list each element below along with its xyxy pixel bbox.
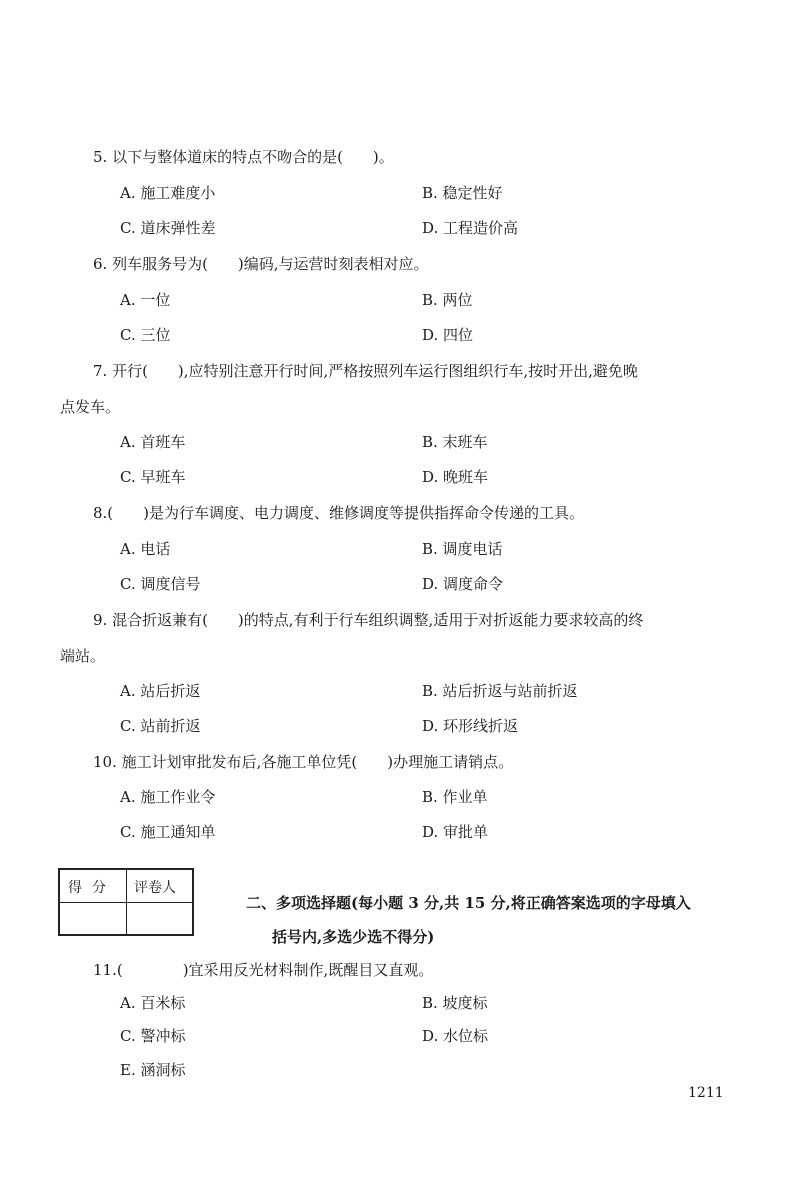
question-9-option-a: A. 站后折返 [120,682,201,700]
question-10-option-b: B. 作业单 [422,788,488,806]
question-6-option-d: D. 四位 [422,326,474,344]
score-table [58,868,194,936]
section-2-heading-continued: 括号内,多选少选不得分) [272,928,435,946]
question-5-option-d: D. 工程造价高 [422,219,519,237]
score-table-divider-vertical [126,870,127,934]
question-5-option-b: B. 稳定性好 [422,184,503,202]
question-6-stem: 6. 列车服务号为( )编码,与运营时刻表相对应。 [93,255,429,273]
question-10-option-c: C. 施工通知单 [120,823,216,841]
question-5-option-c: C. 道床弹性差 [120,219,216,237]
question-6-option-b: B. 两位 [422,291,473,309]
question-10-stem: 10. 施工计划审批发布后,各施工单位凭( )办理施工请销点。 [93,753,514,771]
question-9-stem-continued: 端站。 [60,647,106,665]
question-7-option-c: C. 早班车 [120,468,186,486]
question-9-option-c: C. 站前折返 [120,717,201,735]
question-11-option-b: B. 坡度标 [422,994,488,1012]
question-9-stem: 9. 混合折返兼有( )的特点,有利于行车组织调整,适用于对折返能力要求较高的终 [93,611,644,629]
question-11-option-a: A. 百米标 [120,994,186,1012]
question-7-option-d: D. 晚班车 [422,468,489,486]
question-8-stem: 8.( )是为行车调度、电力调度、维修调度等提供指挥命令传递的工具。 [93,504,585,522]
question-10-option-a: A. 施工作业令 [120,788,216,806]
question-11-stem: 11.( )宜采用反光材料制作,既醒目又直观。 [93,961,434,979]
question-9-option-d: D. 环形线折返 [422,717,519,735]
question-11-option-c: C. 警冲标 [120,1027,186,1045]
question-8-option-d: D. 调度命令 [422,575,504,593]
question-6-option-c: C. 三位 [120,326,171,344]
question-6-option-a: A. 一位 [120,291,171,309]
question-11-option-d: D. 水位标 [422,1027,489,1045]
question-10-option-d: D. 审批单 [422,823,489,841]
question-8-option-b: B. 调度电话 [422,540,503,558]
page-number: 1211 [688,1085,724,1101]
question-8-option-c: C. 调度信号 [120,575,201,593]
section-2-heading: 二、多项选择题(每小题 3 分,共 15 分,将正确答案选项的字母填入 [246,894,691,912]
question-7-option-b: B. 末班车 [422,433,488,451]
question-7-stem-continued: 点发车。 [60,398,121,416]
question-7-option-a: A. 首班车 [120,433,186,451]
question-5-option-a: A. 施工难度小 [120,184,216,202]
question-11-option-e: E. 涵洞标 [120,1061,186,1079]
score-header: 得分 [68,880,116,896]
grader-header: 评卷人 [134,880,176,896]
question-5-stem: 5. 以下与整体道床的特点不吻合的是( )。 [93,148,394,166]
question-9-option-b: B. 站后折返与站前折返 [422,682,578,700]
question-8-option-a: A. 电话 [120,540,171,558]
question-7-stem: 7. 开行( ),应特别注意开行时间,严格按照列车运行图组织行车,按时开出,避免晚 [93,362,638,380]
